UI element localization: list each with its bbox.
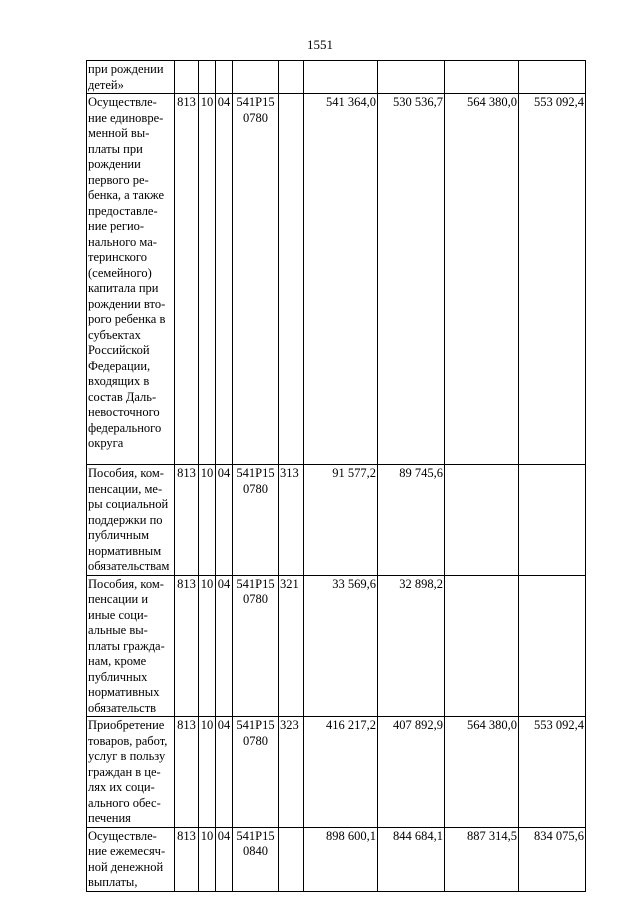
item-name-line: альные вы- [88, 623, 148, 637]
item-name-line: лях их соци- [88, 780, 155, 794]
subsection-cell: 04 [216, 465, 233, 576]
section-cell: 10 [199, 465, 216, 576]
target-article-line: 541Р15 [236, 828, 275, 843]
target-article-cell [233, 575, 279, 717]
target-article-cell [233, 61, 279, 94]
target-article-line: 541Р15 [236, 718, 275, 732]
amount-3-cell [445, 61, 519, 94]
item-name-line: товаров, работ, [88, 733, 168, 748]
item-name-cell [87, 61, 175, 94]
item-name-line: бенка, а также [88, 188, 165, 202]
subsection-cell: 04 [216, 94, 233, 465]
item-name-line: иные соци- [88, 607, 148, 622]
amount-4-cell [519, 61, 586, 94]
admin-code-cell: 813 [175, 717, 199, 828]
target-article-cell [233, 465, 279, 576]
budget-table [86, 60, 586, 892]
item-name-line: обязательств [88, 700, 157, 715]
item-name-line: пенсации и [88, 592, 149, 606]
amount-4-cell: 553 092,4 [519, 717, 586, 828]
item-name-line: нормативных [88, 685, 160, 699]
table-row [87, 575, 586, 717]
item-name-line: обязательствам [88, 559, 170, 573]
item-name-line: нального ма- [88, 234, 157, 249]
item-name-cell [87, 827, 175, 891]
item-name-line: Федерации, [88, 358, 151, 373]
amount-4-cell: 834 075,6 [519, 827, 586, 891]
item-name-line: публичным [88, 528, 150, 542]
amount-1-cell: 541 364,0 [304, 94, 378, 465]
amount-1-cell: 33 569,6 [304, 575, 378, 717]
section-cell: 10 [199, 94, 216, 465]
item-name-line: Осуществле- [88, 828, 157, 843]
item-name-line: округа [88, 436, 124, 450]
amount-2-cell: 844 684,1 [378, 827, 445, 891]
item-name-line: нам, кроме [88, 654, 147, 668]
item-name-line: Пособия, ком- [88, 466, 164, 480]
admin-code-cell: 813 [175, 575, 199, 717]
item-name-line: ние ежемесяч- [88, 844, 166, 858]
expense-type-cell [279, 827, 304, 891]
admin-code-cell: 813 [175, 94, 199, 465]
amount-2-cell: 89 745,6 [378, 465, 445, 576]
item-name-line: печения [88, 811, 131, 825]
amount-2-cell: 407 892,9 [378, 717, 445, 828]
expense-type-cell [279, 94, 304, 465]
section-cell: 10 [199, 717, 216, 828]
item-name-line: рого ребенка в [88, 312, 166, 326]
item-name-cell [87, 94, 175, 465]
target-article-line: 541Р15 [236, 576, 275, 591]
admin-code-cell: 813 [175, 827, 199, 891]
section-cell [199, 61, 216, 94]
amount-1-cell: 91 577,2 [304, 465, 378, 576]
item-name-line: рождении [88, 157, 141, 171]
subsection-cell: 04 [216, 827, 233, 891]
item-name-line: предоставле- [88, 203, 158, 218]
amount-1-cell: 416 217,2 [304, 717, 378, 828]
subsection-cell: 04 [216, 575, 233, 717]
target-article-cell [233, 94, 279, 465]
item-name-line: ры социальной [88, 497, 169, 511]
amount-2-cell [378, 61, 445, 94]
item-name-line: Приобретение [88, 718, 165, 732]
item-name-line: ние регио- [88, 219, 145, 233]
item-name-line: первого ре- [88, 172, 149, 187]
table-row [87, 61, 586, 94]
expense-type-cell: 313 [279, 465, 304, 576]
amount-3-cell [445, 575, 519, 717]
item-name-line: невосточного [88, 405, 160, 419]
amount-1-cell [304, 61, 378, 94]
item-name-line: ной денежной [88, 859, 164, 874]
expense-type-cell [279, 61, 304, 94]
item-name-line: рождении вто- [88, 296, 166, 311]
item-name-line: детей» [88, 77, 124, 92]
item-name-line: при рождении [88, 62, 164, 76]
expense-type-cell: 323 [279, 717, 304, 828]
subsection-cell: 04 [216, 717, 233, 828]
amount-3-cell: 564 380,0 [445, 717, 519, 828]
item-name-line: ального обес- [88, 795, 161, 810]
amount-4-cell: 553 092,4 [519, 94, 586, 465]
amount-3-cell: 564 380,0 [445, 94, 519, 465]
admin-code-cell [175, 61, 199, 94]
item-name-line: платы при [88, 141, 143, 156]
item-name-line: Российской [88, 343, 150, 357]
section-cell: 10 [199, 575, 216, 717]
target-article-line: 0780 [243, 110, 268, 125]
item-name-line: входящих в [88, 374, 150, 388]
item-name-line: выплаты, [88, 875, 138, 889]
amount-2-cell: 530 536,7 [378, 94, 445, 465]
target-article-cell [233, 827, 279, 891]
item-name-line: федерального [88, 420, 162, 435]
item-name-line: состав Даль- [88, 389, 157, 404]
amount-4-cell [519, 575, 586, 717]
amount-3-cell: 887 314,5 [445, 827, 519, 891]
table-row [87, 717, 586, 828]
amount-4-cell [519, 465, 586, 576]
item-name-line: Пособия, ком- [88, 576, 164, 591]
page-number: 1551 [307, 37, 333, 52]
target-article-line: 0840 [243, 844, 268, 858]
target-article-line: 541Р15 [236, 95, 275, 109]
target-article-line: 0780 [243, 592, 268, 606]
amount-1-cell: 898 600,1 [304, 827, 378, 891]
item-name-line: поддержки по [88, 512, 163, 527]
table-row [87, 94, 586, 465]
item-name-line: (семейного) [88, 265, 152, 280]
item-name-line: пенсации, ме- [88, 481, 163, 496]
item-name-line: субъектах [88, 327, 141, 342]
item-name-line: капитала при [88, 281, 159, 295]
table-row [87, 465, 586, 576]
item-name-line: теринского [88, 250, 147, 264]
amount-2-cell: 32 898,2 [378, 575, 445, 717]
item-name-line: ние единовре- [88, 110, 164, 125]
item-name-line: публичных [88, 669, 148, 684]
item-name-line: Осуществле- [88, 95, 157, 109]
item-name-cell [87, 575, 175, 717]
target-article-line: 0780 [243, 481, 268, 496]
subsection-cell [216, 61, 233, 94]
section-cell: 10 [199, 827, 216, 891]
target-article-line: 0780 [243, 733, 268, 748]
expense-type-cell: 321 [279, 575, 304, 717]
target-article-cell [233, 717, 279, 828]
target-article-line: 541Р15 [236, 466, 275, 480]
item-name-cell [87, 717, 175, 828]
amount-3-cell [445, 465, 519, 576]
table-row [87, 827, 586, 891]
item-name-line: платы гражда- [88, 638, 165, 653]
item-name-line: нормативным [88, 543, 162, 558]
item-name-line: услуг в пользу [88, 749, 166, 763]
item-name-cell [87, 465, 175, 576]
item-name-line: менной вы- [88, 126, 150, 140]
item-name-line: граждан в це- [88, 764, 161, 779]
admin-code-cell: 813 [175, 465, 199, 576]
